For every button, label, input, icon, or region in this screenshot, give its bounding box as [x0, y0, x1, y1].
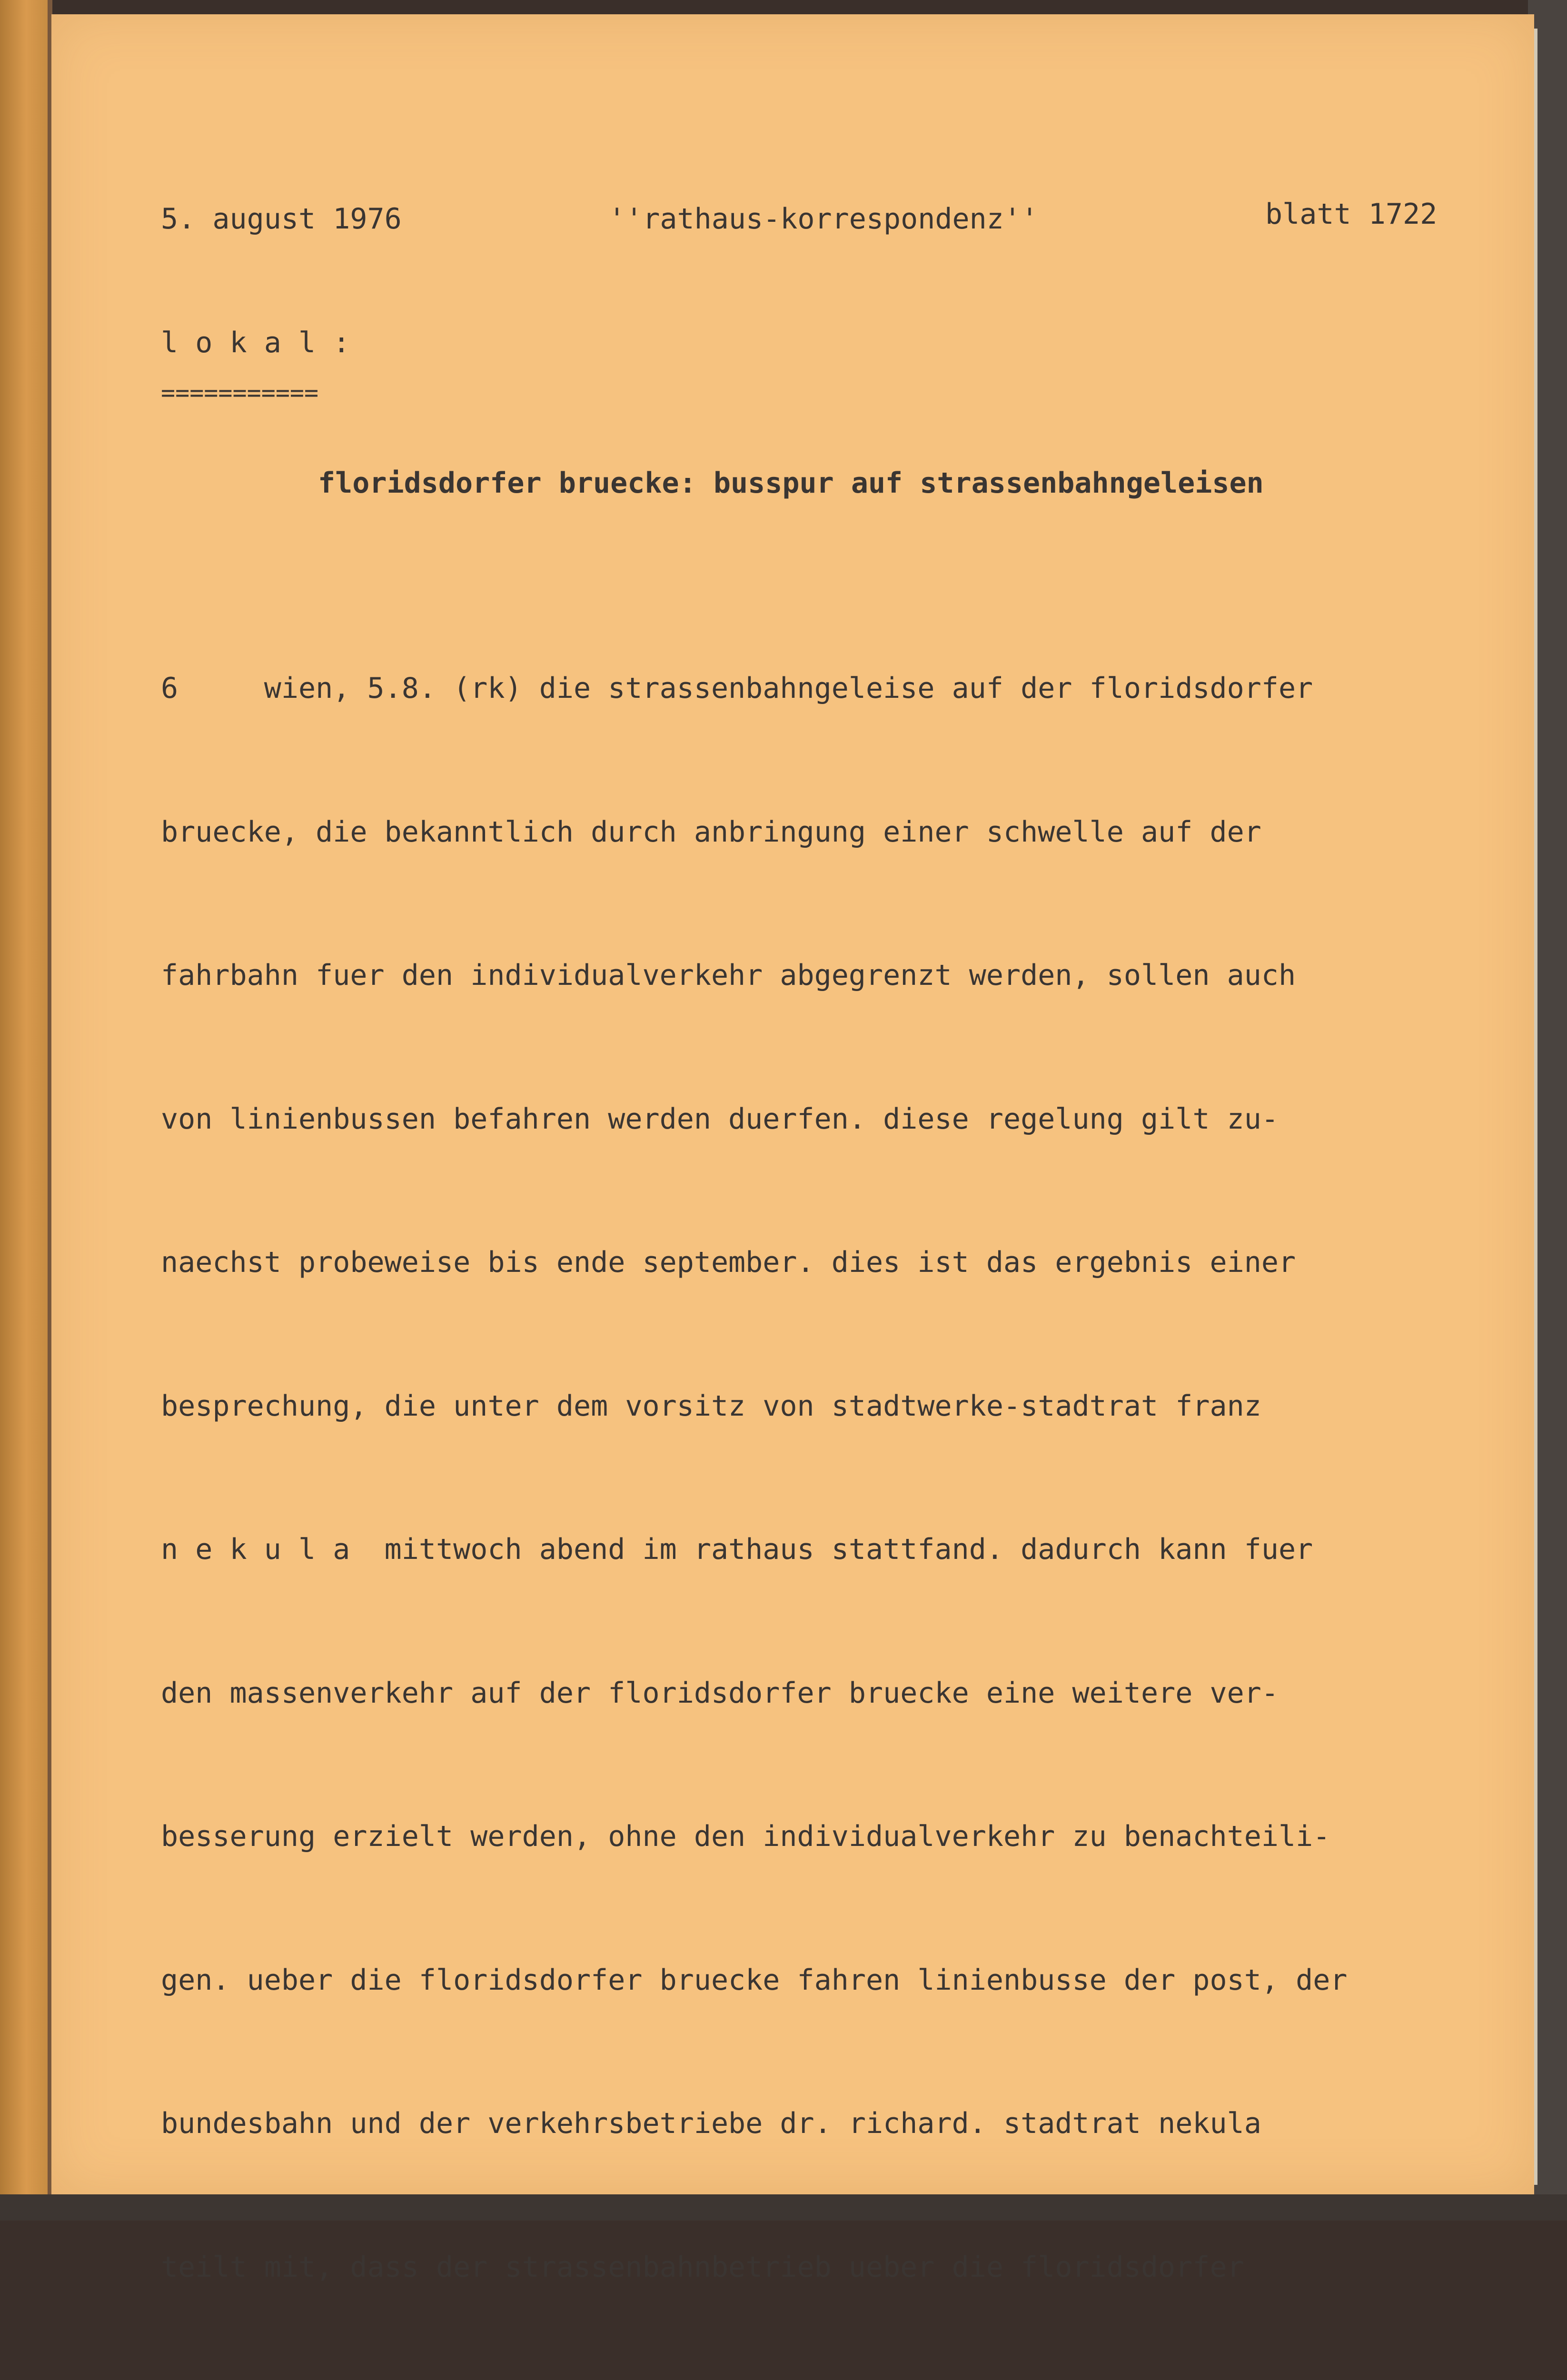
article-line: den massenverkehr auf der floridsdorfer bruecke eine weitere ver- — [161, 1676, 1279, 1710]
header-sheet-number: blatt 1722 — [1265, 198, 1438, 231]
article-line: naechst probeweise bis ende september. dies ist das ergebnis einer — [161, 1246, 1296, 1279]
header-publication: ''rathaus-korrespondenz'' — [608, 202, 1039, 236]
article-line: fahrbahn fuer den individualverkehr abgegrenzt werden, sollen auch — [161, 959, 1296, 992]
adjacent-page-edge — [0, 0, 48, 2221]
document-page — [51, 14, 1534, 2284]
article-line: besprechung, die unter dem vorsitz von stadtwerke-stadtrat franz — [161, 1389, 1261, 1423]
section-underline: =========== — [161, 379, 319, 407]
article-line: 6 wien, 5.8. (rk) die strassenbahngeleise auf der floridsdorfer — [161, 672, 1313, 705]
article-headline: floridsdorfer bruecke: busspur auf strassenbahngeleisen — [318, 466, 1264, 500]
article-line: von linienbussen befahren werden duerfen. diese regelung gilt zu- — [161, 1102, 1279, 1136]
article-line: n e k u l a mittwoch abend im rathaus stattfand. dadurch kann fuer — [161, 1533, 1313, 1566]
article-line: bruecke, die bekanntlich durch anbringung einer schwelle auf der — [161, 815, 1261, 849]
article-line: besserung erzielt werden, ohne den individualverkehr zu benachteili- — [161, 1820, 1330, 1853]
section-label: l o k a l : — [161, 326, 350, 359]
article-line: teilt mit, dass der strassenbahnbetrieb ueber die floridsdorfer — [161, 2250, 1244, 2284]
article-line: gen. ueber die floridsdorfer bruecke fahren linienbusse der post, der — [161, 1963, 1348, 1997]
article-line: bundesbahn und der verkehrsbetriebe dr. richard. stadtrat nekula — [161, 2107, 1261, 2140]
header-date: 5. august 1976 — [161, 202, 402, 236]
article-body — [161, 569, 1348, 2380]
